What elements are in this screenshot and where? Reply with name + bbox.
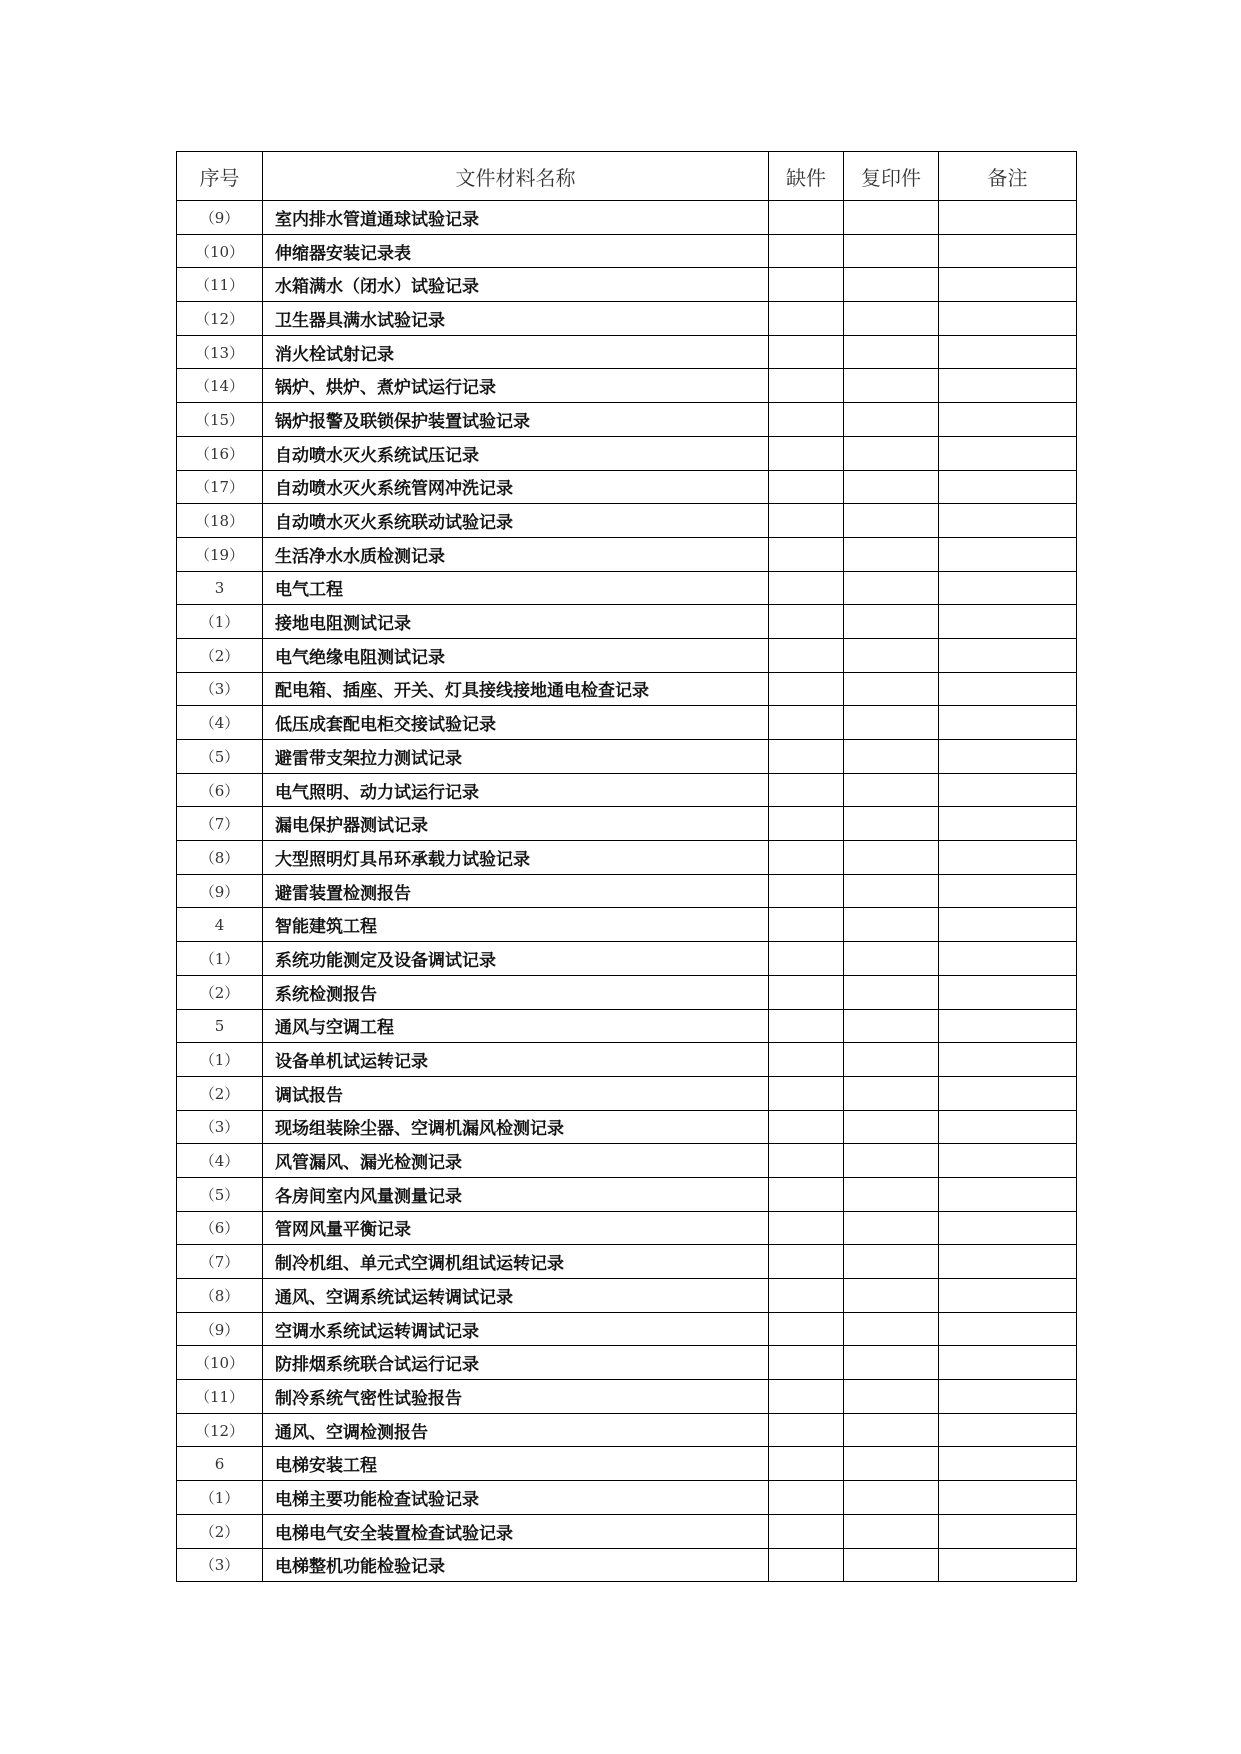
row-name: 管网风量平衡记录 (263, 1211, 769, 1245)
row-missing-cell (769, 706, 844, 740)
row-name: 水箱满水（闭水）试验记录 (263, 268, 769, 302)
table-row (177, 1346, 1077, 1380)
row-name: 电气工程 (263, 571, 769, 605)
row-note-cell (939, 807, 1077, 841)
row-copy-cell (844, 369, 939, 403)
row-seq: （2） (177, 638, 263, 672)
row-note-cell (939, 1076, 1077, 1110)
document-table (176, 151, 1077, 1582)
row-missing-cell (769, 1245, 844, 1279)
row-seq: （7） (177, 1245, 263, 1279)
table-row (177, 672, 1077, 706)
row-copy-cell (844, 335, 939, 369)
row-note-cell (939, 1481, 1077, 1515)
row-copy-cell (844, 942, 939, 976)
row-note-cell (939, 537, 1077, 571)
row-copy-cell (844, 268, 939, 302)
row-note-cell (939, 672, 1077, 706)
row-note-cell (939, 302, 1077, 336)
table-row (177, 1413, 1077, 1447)
row-name: 电梯整机功能检验记录 (263, 1548, 769, 1582)
row-name: 电梯安装工程 (263, 1447, 769, 1481)
table-row (177, 1245, 1077, 1279)
row-name: 电气照明、动力试运行记录 (263, 773, 769, 807)
table-row (177, 1043, 1077, 1077)
row-copy-cell (844, 1043, 939, 1077)
row-seq: （10） (177, 1346, 263, 1380)
row-missing-cell (769, 1009, 844, 1043)
row-name: 通风与空调工程 (263, 1009, 769, 1043)
row-copy-cell (844, 201, 939, 235)
row-note-cell (939, 234, 1077, 268)
table-row (177, 975, 1077, 1009)
table-row (177, 1548, 1077, 1582)
row-name: 制冷系统气密性试验报告 (263, 1380, 769, 1414)
row-note-cell (939, 605, 1077, 639)
row-copy-cell (844, 1144, 939, 1178)
row-seq: （11） (177, 268, 263, 302)
row-name: 系统检测报告 (263, 975, 769, 1009)
row-name: 避雷装置检测报告 (263, 874, 769, 908)
row-copy-cell (844, 672, 939, 706)
row-note-cell (939, 1009, 1077, 1043)
table-row (177, 1076, 1077, 1110)
table-row (177, 1380, 1077, 1414)
table-row (177, 1177, 1077, 1211)
header-name: 文件材料名称 (263, 152, 769, 201)
row-copy-cell (844, 773, 939, 807)
table-row (177, 537, 1077, 571)
row-missing-cell (769, 1177, 844, 1211)
row-missing-cell (769, 975, 844, 1009)
row-name: 电气绝缘电阻测试记录 (263, 638, 769, 672)
row-name: 各房间室内风量测量记录 (263, 1177, 769, 1211)
row-missing-cell (769, 234, 844, 268)
row-name: 室内排水管道通球试验记录 (263, 201, 769, 235)
row-note-cell (939, 740, 1077, 774)
row-missing-cell (769, 1043, 844, 1077)
row-seq: （1） (177, 605, 263, 639)
row-note-cell (939, 1514, 1077, 1548)
row-seq: （1） (177, 1481, 263, 1515)
row-note-cell (939, 841, 1077, 875)
table-row (177, 335, 1077, 369)
row-seq: （2） (177, 1514, 263, 1548)
row-name: 风管漏风、漏光检测记录 (263, 1144, 769, 1178)
table-row (177, 369, 1077, 403)
row-name: 自动喷水灭火系统管网冲洗记录 (263, 470, 769, 504)
row-seq: （15） (177, 403, 263, 437)
row-missing-cell (769, 1413, 844, 1447)
row-seq: （19） (177, 537, 263, 571)
row-copy-cell (844, 1009, 939, 1043)
row-copy-cell (844, 537, 939, 571)
row-missing-cell (769, 1312, 844, 1346)
row-name: 锅炉、烘炉、煮炉试运行记录 (263, 369, 769, 403)
row-missing-cell (769, 335, 844, 369)
row-note-cell (939, 1043, 1077, 1077)
row-copy-cell (844, 740, 939, 774)
row-note-cell (939, 571, 1077, 605)
row-missing-cell (769, 403, 844, 437)
row-note-cell (939, 942, 1077, 976)
table-row (177, 773, 1077, 807)
table-row (177, 1110, 1077, 1144)
row-missing-cell (769, 201, 844, 235)
row-name: 伸缩器安装记录表 (263, 234, 769, 268)
row-copy-cell (844, 1245, 939, 1279)
row-seq: （6） (177, 773, 263, 807)
table-row (177, 807, 1077, 841)
row-name: 漏电保护器测试记录 (263, 807, 769, 841)
row-missing-cell (769, 605, 844, 639)
row-name: 避雷带支架拉力测试记录 (263, 740, 769, 774)
table-row (177, 1279, 1077, 1313)
row-note-cell (939, 1548, 1077, 1582)
row-seq: （3） (177, 1110, 263, 1144)
row-copy-cell (844, 807, 939, 841)
table-row (177, 268, 1077, 302)
row-note-cell (939, 201, 1077, 235)
row-copy-cell (844, 470, 939, 504)
row-copy-cell (844, 1177, 939, 1211)
row-seq: （13） (177, 335, 263, 369)
row-note-cell (939, 1447, 1077, 1481)
row-seq: （7） (177, 807, 263, 841)
row-note-cell (939, 908, 1077, 942)
row-missing-cell (769, 1346, 844, 1380)
row-missing-cell (769, 504, 844, 538)
row-note-cell (939, 335, 1077, 369)
row-name: 设备单机试运转记录 (263, 1043, 769, 1077)
table-row (177, 234, 1077, 268)
row-name: 调试报告 (263, 1076, 769, 1110)
table-row (177, 1447, 1077, 1481)
row-note-cell (939, 706, 1077, 740)
row-note-cell (939, 1312, 1077, 1346)
row-missing-cell (769, 672, 844, 706)
row-seq: （1） (177, 942, 263, 976)
row-copy-cell (844, 1279, 939, 1313)
row-name: 自动喷水灭火系统联动试验记录 (263, 504, 769, 538)
row-missing-cell (769, 773, 844, 807)
row-seq: （11） (177, 1380, 263, 1414)
row-missing-cell (769, 1548, 844, 1582)
row-copy-cell (844, 1312, 939, 1346)
row-name: 锅炉报警及联锁保护装置试验记录 (263, 403, 769, 437)
row-name: 制冷机组、单元式空调机组试运转记录 (263, 1245, 769, 1279)
row-seq: （5） (177, 1177, 263, 1211)
row-seq: 3 (177, 571, 263, 605)
row-note-cell (939, 1211, 1077, 1245)
table-row (177, 638, 1077, 672)
row-missing-cell (769, 1380, 844, 1414)
row-name: 配电箱、插座、开关、灯具接线接地通电检查记录 (263, 672, 769, 706)
row-note-cell (939, 874, 1077, 908)
row-seq: （6） (177, 1211, 263, 1245)
row-seq: （1） (177, 1043, 263, 1077)
row-copy-cell (844, 874, 939, 908)
row-copy-cell (844, 1413, 939, 1447)
row-name: 卫生器具满水试验记录 (263, 302, 769, 336)
row-copy-cell (844, 1548, 939, 1582)
table-row (177, 841, 1077, 875)
row-note-cell (939, 268, 1077, 302)
row-missing-cell (769, 537, 844, 571)
row-missing-cell (769, 740, 844, 774)
row-missing-cell (769, 874, 844, 908)
row-note-cell (939, 369, 1077, 403)
row-note-cell (939, 638, 1077, 672)
row-note-cell (939, 470, 1077, 504)
row-note-cell (939, 1279, 1077, 1313)
row-name: 自动喷水灭火系统试压记录 (263, 436, 769, 470)
row-copy-cell (844, 1447, 939, 1481)
row-note-cell (939, 1346, 1077, 1380)
row-copy-cell (844, 841, 939, 875)
row-note-cell (939, 1380, 1077, 1414)
table-row (177, 1514, 1077, 1548)
header-note: 备注 (939, 152, 1077, 201)
row-seq: （18） (177, 504, 263, 538)
row-missing-cell (769, 1076, 844, 1110)
row-name: 现场组装除尘器、空调机漏风检测记录 (263, 1110, 769, 1144)
row-note-cell (939, 403, 1077, 437)
row-copy-cell (844, 1380, 939, 1414)
row-note-cell (939, 1413, 1077, 1447)
row-seq: （9） (177, 874, 263, 908)
row-seq: 4 (177, 908, 263, 942)
row-seq: （17） (177, 470, 263, 504)
row-note-cell (939, 1110, 1077, 1144)
table-row (177, 942, 1077, 976)
row-seq: （12） (177, 302, 263, 336)
row-note-cell (939, 504, 1077, 538)
row-name: 防排烟系统联合试运行记录 (263, 1346, 769, 1380)
table-row (177, 1312, 1077, 1346)
row-name: 系统功能测定及设备调试记录 (263, 942, 769, 976)
row-name: 通风、空调检测报告 (263, 1413, 769, 1447)
row-name: 低压成套配电柜交接试验记录 (263, 706, 769, 740)
row-name: 智能建筑工程 (263, 908, 769, 942)
row-missing-cell (769, 841, 844, 875)
row-copy-cell (844, 302, 939, 336)
row-copy-cell (844, 403, 939, 437)
header-missing: 缺件 (769, 152, 844, 201)
row-name: 空调水系统试运转调试记录 (263, 1312, 769, 1346)
table-row (177, 1009, 1077, 1043)
table-row (177, 740, 1077, 774)
table-row (177, 874, 1077, 908)
row-copy-cell (844, 975, 939, 1009)
row-copy-cell (844, 605, 939, 639)
row-name: 大型照明灯具吊环承载力试验记录 (263, 841, 769, 875)
table-row (177, 706, 1077, 740)
row-copy-cell (844, 1481, 939, 1515)
table-row (177, 908, 1077, 942)
header-copy: 复印件 (844, 152, 939, 201)
row-note-cell (939, 436, 1077, 470)
row-seq: （10） (177, 234, 263, 268)
row-missing-cell (769, 571, 844, 605)
row-missing-cell (769, 1211, 844, 1245)
row-missing-cell (769, 1481, 844, 1515)
table-row (177, 470, 1077, 504)
table-header-row (177, 152, 1077, 201)
row-missing-cell (769, 1447, 844, 1481)
table-body (177, 201, 1077, 1582)
row-seq: （9） (177, 1312, 263, 1346)
row-missing-cell (769, 302, 844, 336)
row-name: 生活净水水质检测记录 (263, 537, 769, 571)
table-row (177, 436, 1077, 470)
row-seq: （12） (177, 1413, 263, 1447)
row-missing-cell (769, 369, 844, 403)
row-copy-cell (844, 504, 939, 538)
row-seq: （9） (177, 201, 263, 235)
row-copy-cell (844, 706, 939, 740)
row-missing-cell (769, 807, 844, 841)
row-copy-cell (844, 1514, 939, 1548)
row-name: 电梯电气安全装置检查试验记录 (263, 1514, 769, 1548)
row-seq: （8） (177, 1279, 263, 1313)
row-seq: 5 (177, 1009, 263, 1043)
row-copy-cell (844, 1211, 939, 1245)
table-row (177, 1211, 1077, 1245)
row-copy-cell (844, 908, 939, 942)
row-note-cell (939, 1177, 1077, 1211)
row-name: 接地电阻测试记录 (263, 605, 769, 639)
row-seq: （3） (177, 1548, 263, 1582)
row-note-cell (939, 1144, 1077, 1178)
row-missing-cell (769, 1110, 844, 1144)
row-seq: （14） (177, 369, 263, 403)
table-row (177, 201, 1077, 235)
row-missing-cell (769, 942, 844, 976)
row-seq: （5） (177, 740, 263, 774)
row-seq: （2） (177, 1076, 263, 1110)
row-copy-cell (844, 638, 939, 672)
table-row (177, 1144, 1077, 1178)
row-name: 电梯主要功能检查试验记录 (263, 1481, 769, 1515)
row-copy-cell (844, 436, 939, 470)
row-seq: 6 (177, 1447, 263, 1481)
row-copy-cell (844, 1110, 939, 1144)
row-seq: （3） (177, 672, 263, 706)
row-missing-cell (769, 470, 844, 504)
row-missing-cell (769, 1279, 844, 1313)
row-copy-cell (844, 571, 939, 605)
table-row (177, 605, 1077, 639)
row-missing-cell (769, 268, 844, 302)
row-name: 消火栓试射记录 (263, 335, 769, 369)
header-seq: 序号 (177, 152, 263, 201)
row-missing-cell (769, 638, 844, 672)
row-seq: （4） (177, 1144, 263, 1178)
row-seq: （16） (177, 436, 263, 470)
row-missing-cell (769, 1514, 844, 1548)
row-note-cell (939, 975, 1077, 1009)
row-seq: （2） (177, 975, 263, 1009)
row-seq: （8） (177, 841, 263, 875)
row-copy-cell (844, 1346, 939, 1380)
table-row (177, 302, 1077, 336)
row-note-cell (939, 773, 1077, 807)
row-name: 通风、空调系统试运转调试记录 (263, 1279, 769, 1313)
table-row (177, 403, 1077, 437)
row-missing-cell (769, 1144, 844, 1178)
row-copy-cell (844, 1076, 939, 1110)
table-row (177, 504, 1077, 538)
row-missing-cell (769, 436, 844, 470)
row-note-cell (939, 1245, 1077, 1279)
row-seq: （4） (177, 706, 263, 740)
row-missing-cell (769, 908, 844, 942)
row-copy-cell (844, 234, 939, 268)
table-row (177, 571, 1077, 605)
table-row (177, 1481, 1077, 1515)
